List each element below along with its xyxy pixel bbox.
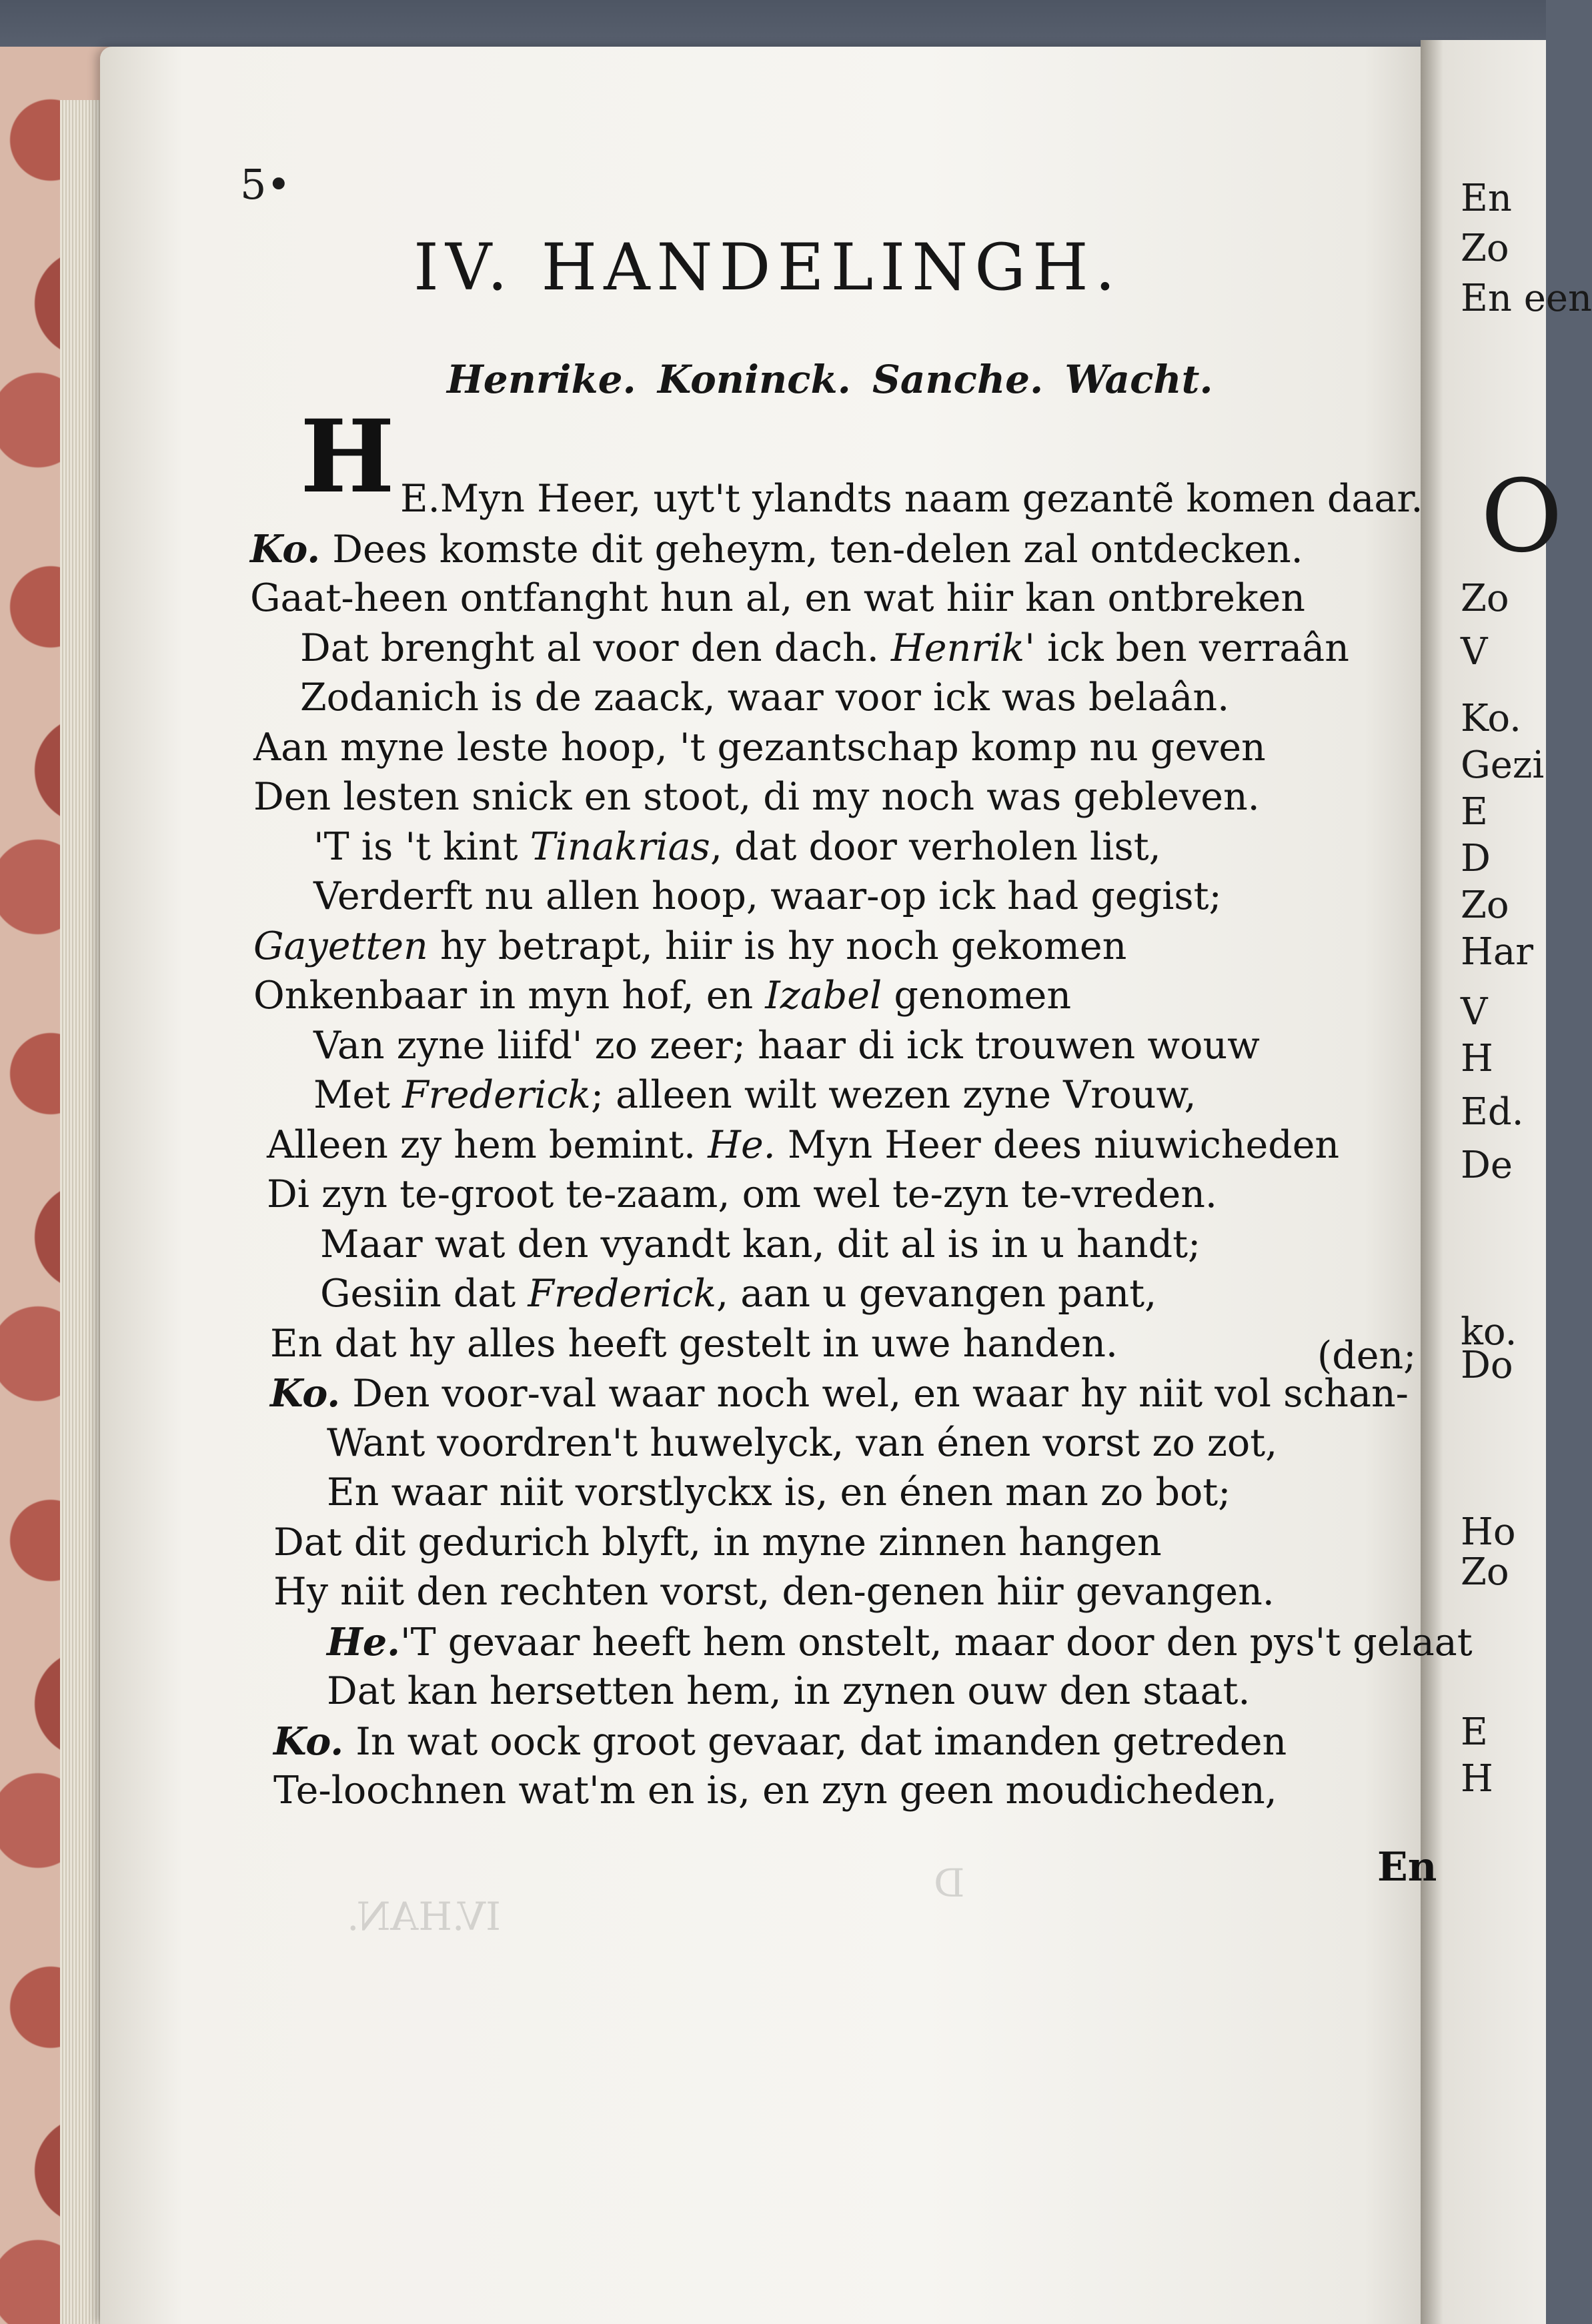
verse-line [267, 1172, 1218, 1216]
show-through-text: IV.HAN. [347, 1894, 502, 1939]
italic-name: Henrik' [891, 626, 1035, 670]
right-page-fragment: E [1461, 790, 1488, 834]
verse-text: Met [313, 1073, 403, 1117]
verse-text: Verderft nu allen hoop, waar-op ick had gegist; [313, 874, 1222, 918]
verse-text: 'T is 't kint [313, 824, 530, 869]
verse-line [273, 1570, 1275, 1614]
verse-line [273, 1718, 1287, 1764]
italic-name: Frederick [528, 1272, 717, 1316]
verse-line [250, 576, 1305, 620]
verse-text: Di zyn te-groot te-zaam, om wel te-zyn te-vreden. [267, 1172, 1218, 1216]
verse-text: Want voordren't huwelyck, van énen vorst zo zot, [327, 1420, 1278, 1465]
verse-line [313, 1073, 1197, 1117]
verse-line [253, 924, 1127, 968]
verse-line [313, 824, 1161, 869]
verse-line [327, 1619, 1473, 1664]
verse-line [327, 1669, 1251, 1713]
verse-line [270, 1321, 1118, 1366]
right-page-fragment: Har [1461, 930, 1533, 974]
right-page-fragment: Zo [1461, 1550, 1509, 1594]
verse-text: Te-loochnen wat'm en is, en zyn geen moudicheden, [273, 1769, 1277, 1813]
verse-line [270, 1371, 1409, 1416]
verse-text: Den lesten snick en stoot, di my noch was gebleven. [253, 775, 1260, 819]
verse-text: Den voor-val waar noch wel, en waar hy niit vol schan- [340, 1372, 1409, 1416]
verse-text: Gaat-heen ontfanght hun al, en wat hiir kan ontbreken [250, 576, 1305, 620]
right-page-fragment: O [1481, 459, 1563, 575]
italic-name: Gayetten [253, 924, 428, 968]
verse-text: Dat brenght al voor den dach. [300, 626, 892, 670]
verse-text: Maar wat den vyandt kan, dit al is in u handt; [320, 1222, 1201, 1266]
verse-line [300, 626, 1349, 670]
verse-text: , aan u gevangen pant, [716, 1272, 1157, 1316]
right-page-fragment: De [1461, 1144, 1513, 1187]
verse-text: E.Myn Heer, uyt't ylandts naam gezantẽ komen daar. [400, 477, 1423, 521]
page-number: 5• [240, 160, 291, 209]
verse-line [313, 874, 1222, 918]
act-title: IV. HANDELINGH. [414, 230, 1122, 305]
dramatis-personae: Henrike. Koninck. Sanche. Wacht. [447, 357, 1213, 402]
speaker-label: Ko. [273, 1718, 344, 1764]
verse-line [253, 775, 1260, 819]
verse-text: Dat kan hersetten hem, in zynen ouw den staat. [327, 1669, 1251, 1713]
verse-text: 'T gevaar heeft hem onstelt, maar door den pys't gelaat [400, 1620, 1473, 1664]
italic-name: Frederick [402, 1073, 591, 1117]
verse-text: In wat oock groot gevaar, dat imanden getreden [343, 1719, 1287, 1764]
verse-text: Dat dit gedurich blyft, in myne zinnen hangen [273, 1520, 1162, 1564]
verse-text: genomen [882, 974, 1072, 1018]
catchword: En [1377, 1844, 1437, 1891]
verse-text: Gesiin dat [320, 1272, 528, 1316]
verse-line [250, 526, 1303, 571]
right-page-fragment: Ed. [1461, 1090, 1524, 1134]
verse-line [273, 1520, 1162, 1564]
drop-capital: H [300, 398, 395, 515]
verse-text: ick ben verraân [1034, 626, 1349, 670]
right-page-fragment: Zo [1461, 884, 1509, 927]
verse-line [320, 1272, 1157, 1316]
verse-line [327, 1420, 1278, 1465]
right-page-fragment: E [1461, 1710, 1488, 1754]
right-page-fragment: Zo [1461, 577, 1509, 620]
right-page-fragment: En [1461, 177, 1512, 220]
italic-name: He. [708, 1122, 776, 1167]
verse-text: En dat hy alles heeft gestelt in uwe handen. [270, 1321, 1118, 1366]
verse-line [273, 1769, 1277, 1813]
speaker-label: Ko. [250, 526, 321, 571]
speaker-label: Ko. [270, 1371, 341, 1416]
right-page-fragment: Ko. [1461, 697, 1521, 740]
verse-line [253, 725, 1266, 770]
verse-text: Myn Heer dees niuwicheden [775, 1122, 1340, 1167]
verse-line [253, 974, 1072, 1018]
italic-name: Tinakrias [530, 824, 710, 869]
verse-line [300, 676, 1230, 720]
verse-text: Hy niit den rechten vorst, den-genen hiir gevangen. [273, 1570, 1275, 1614]
verse-text: Onkenbaar in myn hof, en [253, 974, 766, 1018]
right-page-fragment: D [1461, 837, 1491, 880]
right-page-fragment: H [1461, 1757, 1493, 1801]
verse-text: , dat door verholen list, [710, 824, 1161, 869]
right-page-fragment: Zo [1461, 227, 1509, 270]
turnover-line: (den; [1317, 1334, 1417, 1378]
verse-line [327, 1470, 1231, 1514]
verse-text: hy betrapt, hiir is hy noch gekomen [428, 924, 1127, 968]
verse-text: Dees komste dit geheym, ten-delen zal ontdecken. [320, 527, 1303, 571]
show-through-signature: D [934, 1861, 965, 1906]
verse-text: Alleen zy hem bemint. [267, 1122, 708, 1167]
right-page-fragment: Do [1461, 1344, 1513, 1387]
verse-text: Aan myne leste hoop, 't gezantschap komp nu geven [253, 725, 1266, 770]
verse-line [400, 477, 1423, 521]
right-page-fragment: H [1461, 1037, 1493, 1080]
verse-line [267, 1122, 1340, 1167]
right-page-fragment: V [1461, 630, 1488, 674]
right-page-fragment: Gezi [1461, 744, 1545, 787]
speaker-label: He. [327, 1619, 400, 1664]
verse-text: Zodanich is de zaack, waar voor ick was belaân. [300, 676, 1230, 720]
verse-text: ; alleen wilt wezen zyne Vrouw, [590, 1073, 1197, 1117]
right-page-fragment: V [1461, 990, 1488, 1034]
right-page-fragment: En een [1461, 277, 1592, 320]
italic-name: Izabel [765, 974, 882, 1018]
verse-line [320, 1222, 1201, 1266]
verse-line [313, 1023, 1260, 1068]
verse-text: En waar niit vorstlyckx is, en énen man zo bot; [327, 1470, 1231, 1514]
right-page-fragment: Ho [1461, 1510, 1516, 1554]
verse-text: Van zyne liifd' zo zeer; haar di ick trouwen wouw [313, 1023, 1260, 1068]
right-page-fragment: ko. [1461, 1310, 1517, 1354]
